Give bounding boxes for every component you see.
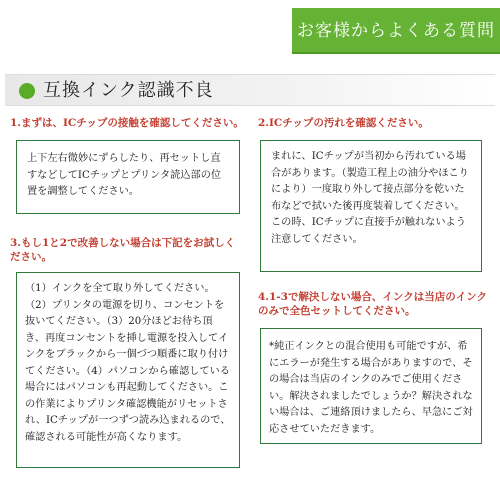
question-4-heading: 4.1-3で解決しない場合、インクは当店のインクのみで全色セットしてください。 [258,291,488,317]
faq-header-tab: お客様からよくある質問 [292,8,500,54]
answer-1-box [16,140,240,214]
answer-2-box [260,140,482,272]
section-title: 互換インク認識不良 [43,80,214,101]
answer-3-box [16,272,240,468]
answer-3-text: （1）インクを全て取り外してください。（2）プリンタの電源を切り、コンセントを抜いてください。（3）20分ほどお待ち頂き、再度コンセントを挿し電源を投入してインクをブラックから一個づつ順番に取り付けてください。（4）パソコンから確認している場合にはパソコンも再起動してください。この作業によりプリンタ確認機能がリセットされ、ICチップが一つずつ読み込まれるので、確認される可能性が高くなります。 [25,283,231,443]
answer-1-text: 上下左右微妙にずらしたり、再セットし直すなどしてICチップとプリンタ読込部の位置を調整してください。 [27,153,222,197]
bullet-dot-icon [19,83,35,99]
answer-4-text: *純正インクとの混合使用も可能ですが、希にエラーが発生する場合がありますので、その場合は当店のインクのみでご使用ください。解決されましたでしょうか？解決されない場合は、ご連絡頂けましたら、早急にご対応させていただきます。 [269,341,473,435]
section-bar [5,74,495,106]
answer-2-text: まれに、ICチップが当初から汚れている場合があります。（製造工程上の油分やほこりにより）一度取り外して接点部分を乾いた布などで拭いた後再度装着してください。この時、ICチップに直接手が触れないよう注意してください。 [271,151,469,245]
answer-4-box [260,328,482,444]
question-3-heading: 3.もし1と2で改善しない場合は下記をお試しください。 [10,237,236,263]
question-2-heading: 2.ICチップの汚れを確認ください。 [258,117,429,129]
question-1-heading: 1.まずは、ICチップの接触を確認してください。 [10,117,244,129]
